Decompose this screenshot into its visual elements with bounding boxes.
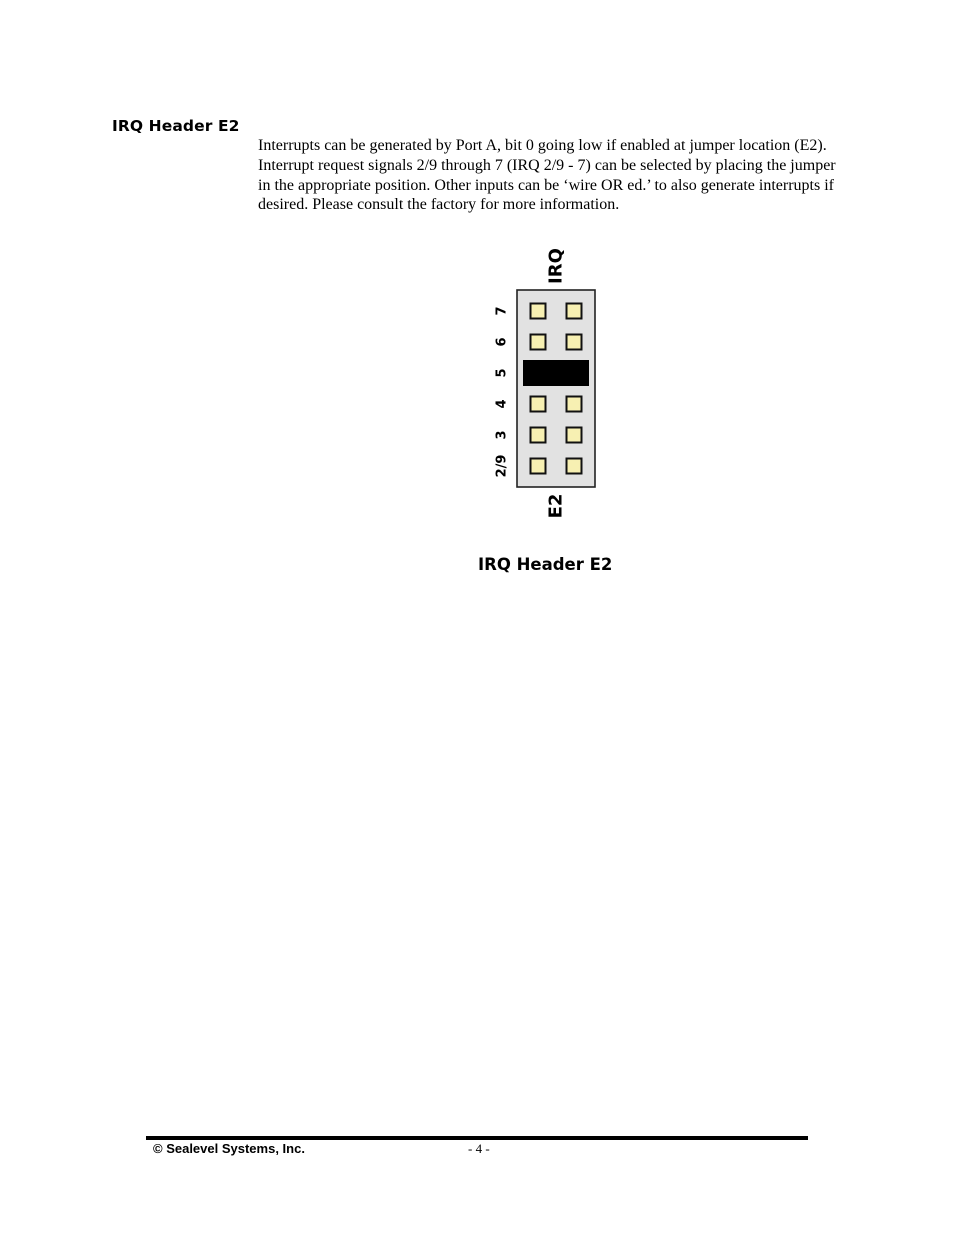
header-pin xyxy=(567,428,582,443)
header-pin xyxy=(531,304,546,319)
header-pin xyxy=(567,335,582,350)
section-heading: IRQ Header E2 xyxy=(112,117,240,135)
figure-caption: IRQ Header E2 xyxy=(478,555,613,574)
footer-copyright: © Sealevel Systems, Inc. xyxy=(153,1141,305,1156)
irq-label: IRQ xyxy=(545,248,567,284)
row-label: 4 xyxy=(494,399,510,409)
header-board xyxy=(517,290,595,487)
header-pin xyxy=(531,459,546,474)
header-pin xyxy=(567,459,582,474)
row-label: 5 xyxy=(494,368,510,378)
row-label: 2/9 xyxy=(494,454,510,478)
page-number: - 4 - xyxy=(468,1141,490,1156)
header-pin xyxy=(567,304,582,319)
body-paragraph: Interrupts can be generated by Port A, bit 0 going low if enabled at jumper location (E2). Interrupt request signals 2/9 through 7 (IRQ 2/9 - 7) can be selected by placing the jumper in the appropriate position. Other inputs can be ‘wire OR ed.’ to also generate interrupts if desired. Please consult the factory for more information. xyxy=(258,137,836,214)
footer-rule xyxy=(146,1136,808,1140)
row-label: 7 xyxy=(494,306,510,316)
e2-label: E2 xyxy=(545,493,567,519)
header-pin xyxy=(531,397,546,412)
header-pin xyxy=(531,335,546,350)
row-label: 3 xyxy=(494,430,510,440)
irq-header-diagram xyxy=(470,232,630,532)
jumper-block xyxy=(523,360,589,386)
header-pin xyxy=(531,428,546,443)
row-label: 6 xyxy=(494,337,510,347)
header-pin xyxy=(567,397,582,412)
